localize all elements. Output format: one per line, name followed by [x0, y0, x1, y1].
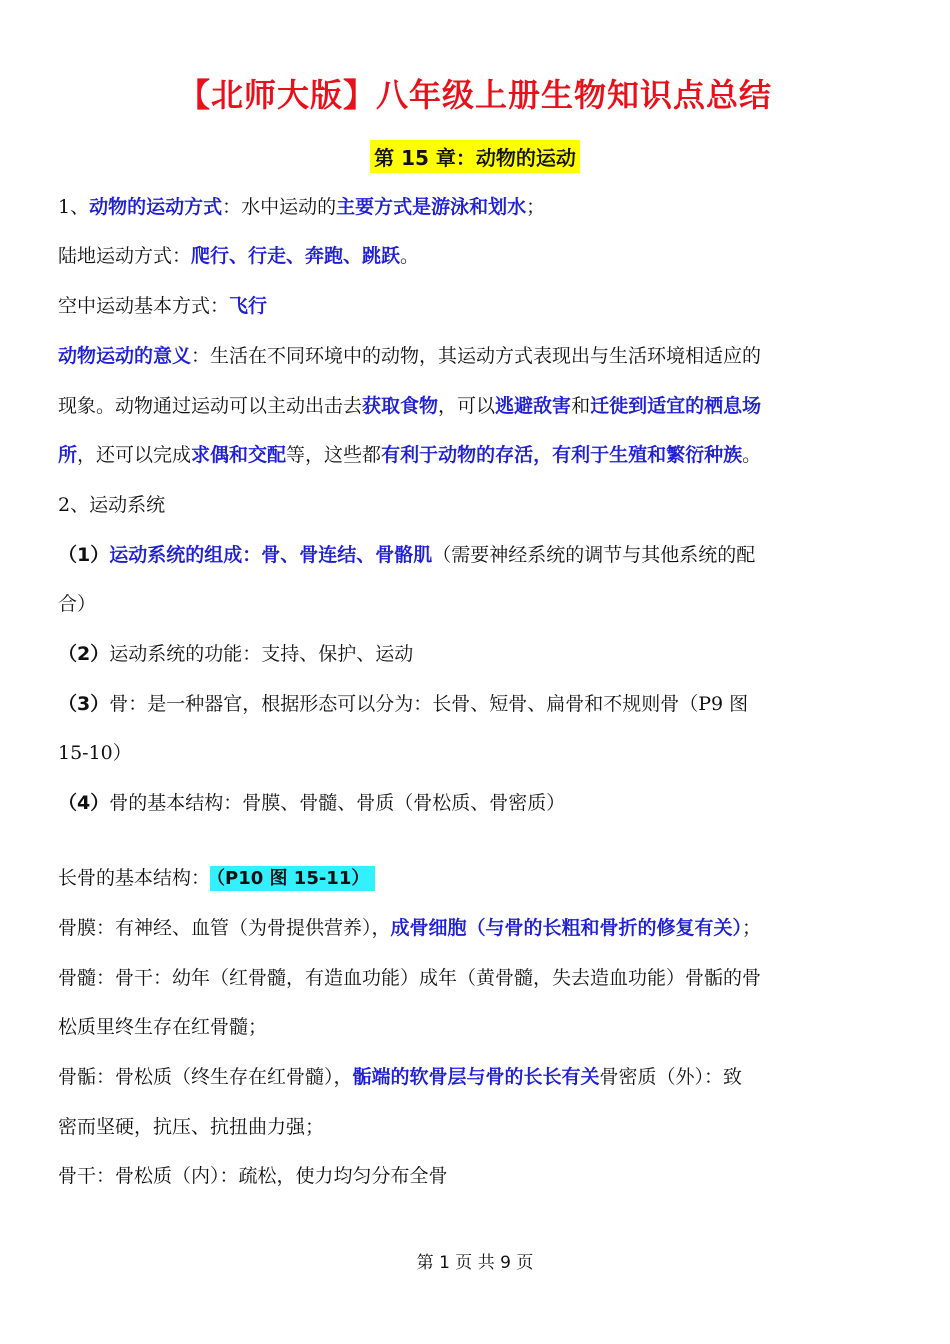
figure-reference-highlight: （P10 图 15-11） [210, 866, 375, 891]
item-3-bone: （3）骨：是一种器官，根据形态可以分为：长骨、短骨、扁骨和不规则骨（P9 图 [58, 693, 749, 715]
periosteum-line: 骨膜：有神经、血管（为骨提供营养），成骨细胞（与骨的长粗和骨折的修复有关）； [58, 917, 762, 939]
marrow-line-continued: 松质里终生存在红骨髓； [58, 1016, 268, 1038]
diaphysis-line: 骨干：骨松质（内）：疏松，使力均匀分布全骨 [58, 1165, 448, 1187]
document-title: 【北师大版】八年级上册生物知识点总结 [177, 76, 772, 114]
item-1-composition: （1）运动系统的组成：骨、骨连结、骨骼肌（需要神经系统的调节与其他系统的配 [58, 544, 756, 566]
item-4-structure: （4）骨的基本结构：骨膜、骨髓、骨质（骨松质、骨密质） [58, 792, 566, 814]
long-bone-structure-heading: 长骨的基本结构： （P10 图 15-11） [58, 864, 375, 893]
paragraph-land-movement: 陆地运动方式：爬行、行走、奔跑、跳跃。 [58, 245, 420, 267]
section-heading-motion-system: 2、运动系统 [58, 494, 166, 516]
paragraph-significance-1: 动物运动的意义：生活在不同环境中的动物，其运动方式表现出与生活环境相适应的 [58, 345, 762, 367]
item-3-continued: 15-10） [58, 742, 132, 764]
epiphysis-line-continued: 密而坚硬，抗压、抗扭曲力强； [58, 1116, 325, 1138]
paragraph-significance-3: 所，还可以完成求偶和交配等，这些都有利于动物的存活，有利于生殖和繁衍种族。 [58, 444, 762, 466]
marrow-line: 骨髓：骨干：幼年（红骨髓，有造血功能）成年（黄骨髓，失去造血功能）骨骺的骨 [58, 967, 762, 989]
item-1-continued: 合） [58, 593, 97, 615]
paragraph-air-movement: 空中运动基本方式：飞行 [58, 295, 268, 317]
paragraph-significance-2: 现象。动物通过运动可以主动出击去获取食物，可以逃避敌害和迁徙到适宜的栖息场 [58, 395, 762, 417]
item-2-function: （2）运动系统的功能：支持、保护、运动 [58, 643, 414, 665]
epiphysis-line: 骨骺：骨松质（终生存在红骨髓），骺端的软骨层与骨的长长有关骨密质（外）：致 [58, 1066, 743, 1088]
chapter-heading: 第 15 章：动物的运动 [370, 140, 580, 173]
chapter-heading-wrap [0, 140, 950, 173]
page-footer: 第 1 页 共 9 页 [416, 1253, 534, 1273]
paragraph-movement-modes: 1、动物的运动方式：水中运动的主要方式是游泳和划水； [58, 196, 546, 218]
